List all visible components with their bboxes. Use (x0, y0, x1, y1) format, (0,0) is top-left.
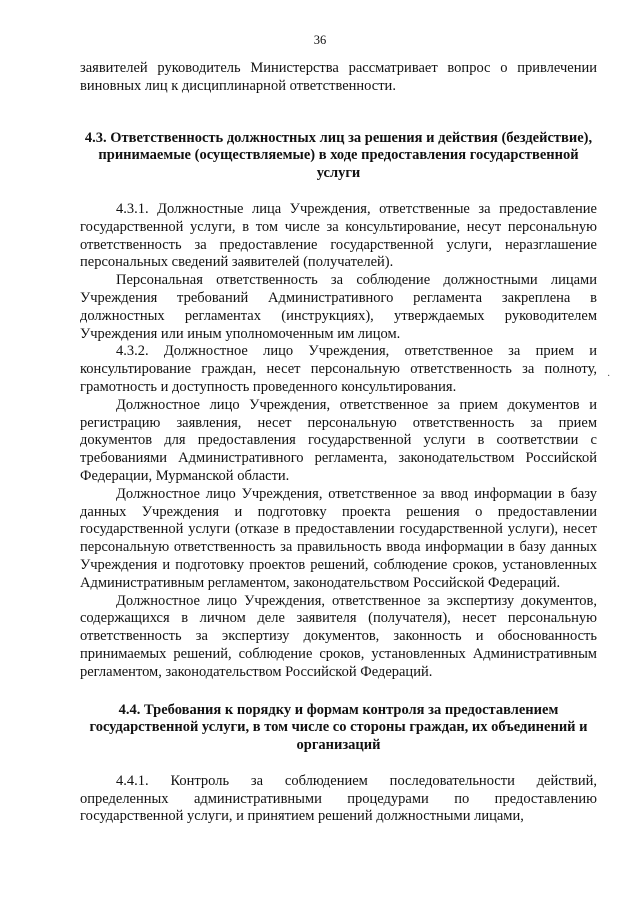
paragraph-4-3-1: 4.3.1. Должностные лица Учреждения, ответственные за предоставление государственной услуги, в том числе за консультирование, несут персональную ответственность за предоставление государственной услуги, неразглашение персональных сведений заявителей (получателей). (80, 200, 597, 271)
paragraph-document-expertise: Должностное лицо Учреждения, ответственное за экспертизу документов, содержащихся в личном деле заявителя (получателя), несет персональную ответственность за экспертизу документов, законность и обоснованность принимаемых решений, соблюдение сроков, установленных Административным регламентом, законодательством Российской Федераций. (80, 592, 597, 680)
paragraph-data-entry: Должностное лицо Учреждения, ответственное за ввод информации в базу данных Учреждения и подготовку проекта решения о предоставлении государственной услуги (отказе в предоставлении государственной услуги), несет персональную ответственность за правильность ввода информации в базу данных Учреждения и подготовку проектов решений, соблюдение сроков, установленных Административным регламентом, законодательством Российской Федераций. (80, 485, 597, 591)
margin-mark: · (607, 371, 611, 382)
paragraph-4-3-2: 4.3.2. Должностное лицо Учреждения, ответственное за прием и консультирование граждан, несет персональную ответственность за полноту, грамотность и доступность проведенного консультирования. (80, 343, 597, 395)
section-heading-4-3: 4.3. Ответственность должностных лиц за решения и действия (бездействие), принимаемые (осуществляемые) в ходе предоставления государственной услуги (84, 129, 593, 182)
paragraph-continued: заявителей руководитель Министерства рассматривает вопрос о привлечении виновных лиц к дисциплинарной ответственности. (80, 60, 597, 94)
paragraph-personal-responsibility: Персональная ответственность за соблюдение должностными лицами Учреждения требований Административного регламента закреплена в должностных регламентах (инструкциях), утверждаемых руководителем Учреждения или иным уполномоченным им лицом. (80, 272, 597, 342)
page-content (80, 60, 597, 826)
paragraph-document-intake: Должностное лицо Учреждения, ответственное за прием документов и регистрацию заявления, несет персональную ответственность за прием документов для предоставления государственной услуги в соответствии с требованиями Административного регламента, законодательством Российской Федерации, Мурманской области. (80, 396, 597, 484)
section-heading-4-4: 4.4. Требования к порядку и формам контроля за предоставлением государственной услуги, в том числе со стороны граждан, их объединений и организаций (89, 701, 588, 754)
page-number: 36 (313, 33, 327, 47)
paragraph-4-4-1: 4.4.1. Контроль за соблюдением последовательности действий, определенных административными процедурами по предоставлению государственной услуги, и принятием решений должностными лицами, (80, 772, 597, 825)
